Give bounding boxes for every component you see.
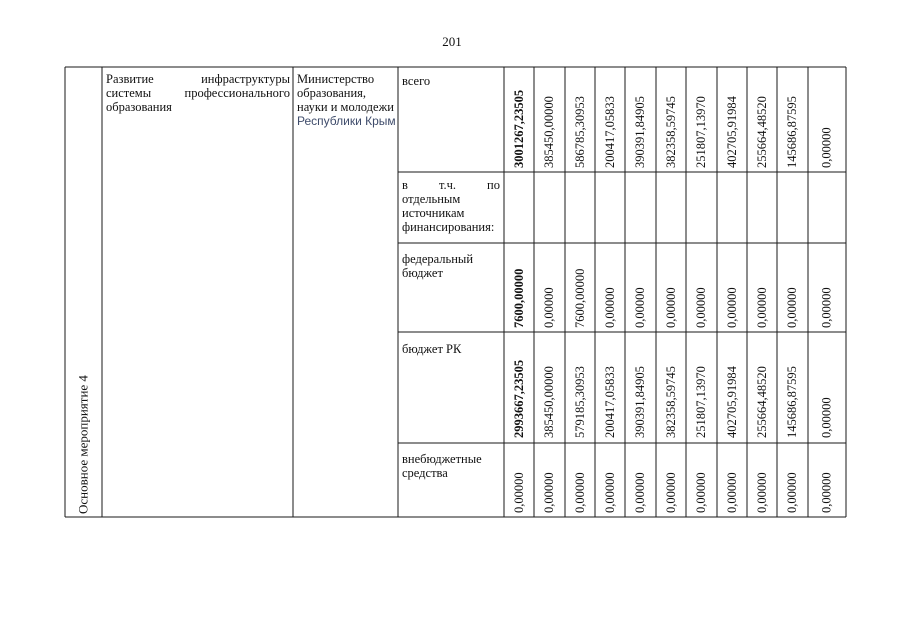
value-cell: 7600,00000 xyxy=(512,268,526,328)
value-cell: 0,00000 xyxy=(694,287,708,328)
value-cell: 586785,30953 xyxy=(573,96,587,168)
value-cell: 0,00000 xyxy=(512,472,526,513)
value-cell: 0,00000 xyxy=(664,472,678,513)
value-cell: 0,00000 xyxy=(633,287,647,328)
executor-name xyxy=(297,72,397,128)
value-cell: 0,00000 xyxy=(755,287,769,328)
value-cell: 402705,91984 xyxy=(725,96,739,168)
value-cell: 0,00000 xyxy=(725,472,739,513)
value-cell: 255664,48520 xyxy=(755,366,769,438)
value-cell: 251807,13970 xyxy=(694,96,708,168)
value-cell: 200417,05833 xyxy=(603,96,617,168)
value-cell: 390391,84905 xyxy=(633,96,647,168)
value-cell: 0,00000 xyxy=(542,287,556,328)
value-cell: 0,00000 xyxy=(573,472,587,513)
value-cell: 3001267,23505 xyxy=(512,89,526,168)
value-cell: 385450,00000 xyxy=(542,366,556,438)
value-cell: 0,00000 xyxy=(785,472,799,513)
value-cell: 2993667,23505 xyxy=(512,359,526,438)
event-title: Основное мероприятие 4 xyxy=(75,375,91,514)
value-cell: 0,00000 xyxy=(819,127,834,168)
page-number: 201 xyxy=(442,34,462,49)
value-cell: 382358,59745 xyxy=(664,96,678,168)
value-cell: 579185,30953 xyxy=(573,366,587,438)
value-cell: 251807,13970 xyxy=(694,366,708,438)
row-label-federal: федеральный бюджет xyxy=(402,252,474,280)
value-cell: 0,00000 xyxy=(542,472,556,513)
value-cell: 145686,87595 xyxy=(785,96,799,168)
value-cell: 145686,87595 xyxy=(785,366,799,438)
row-label-offbudget: внебюджетные средства xyxy=(402,452,482,480)
event-description: Развитие инфраструктуры системы профессионального образования xyxy=(106,72,290,114)
value-cell: 200417,05833 xyxy=(603,366,617,438)
value-cell: 0,00000 xyxy=(633,472,647,513)
value-cell: 7600,00000 xyxy=(573,268,587,328)
value-cell: 0,00000 xyxy=(819,472,834,513)
value-cell: 255664,48520 xyxy=(755,96,769,168)
row-label-regional: бюджет РК xyxy=(402,342,462,356)
value-cell: 0,00000 xyxy=(603,472,617,513)
value-cell: 0,00000 xyxy=(664,287,678,328)
row-label-sources: в т.ч. по отдельным источникам финансирования: xyxy=(402,178,500,234)
value-cell: 385450,00000 xyxy=(542,96,556,168)
value-cell: 0,00000 xyxy=(785,287,799,328)
executor-line-1: Министерство образования, науки и молодежи xyxy=(297,72,394,114)
value-cell: 0,00000 xyxy=(603,287,617,328)
value-cell: 390391,84905 xyxy=(633,366,647,438)
value-cell: 0,00000 xyxy=(694,472,708,513)
value-cell: 0,00000 xyxy=(755,472,769,513)
row-label-total: всего xyxy=(402,74,431,88)
value-cell: 0,00000 xyxy=(725,287,739,328)
value-cell: 0,00000 xyxy=(819,287,834,328)
value-cell: 382358,59745 xyxy=(664,366,678,438)
value-cell: 402705,91984 xyxy=(725,366,739,438)
executor-line-2: Республики Крым xyxy=(297,114,396,128)
value-cell: 0,00000 xyxy=(819,397,834,438)
